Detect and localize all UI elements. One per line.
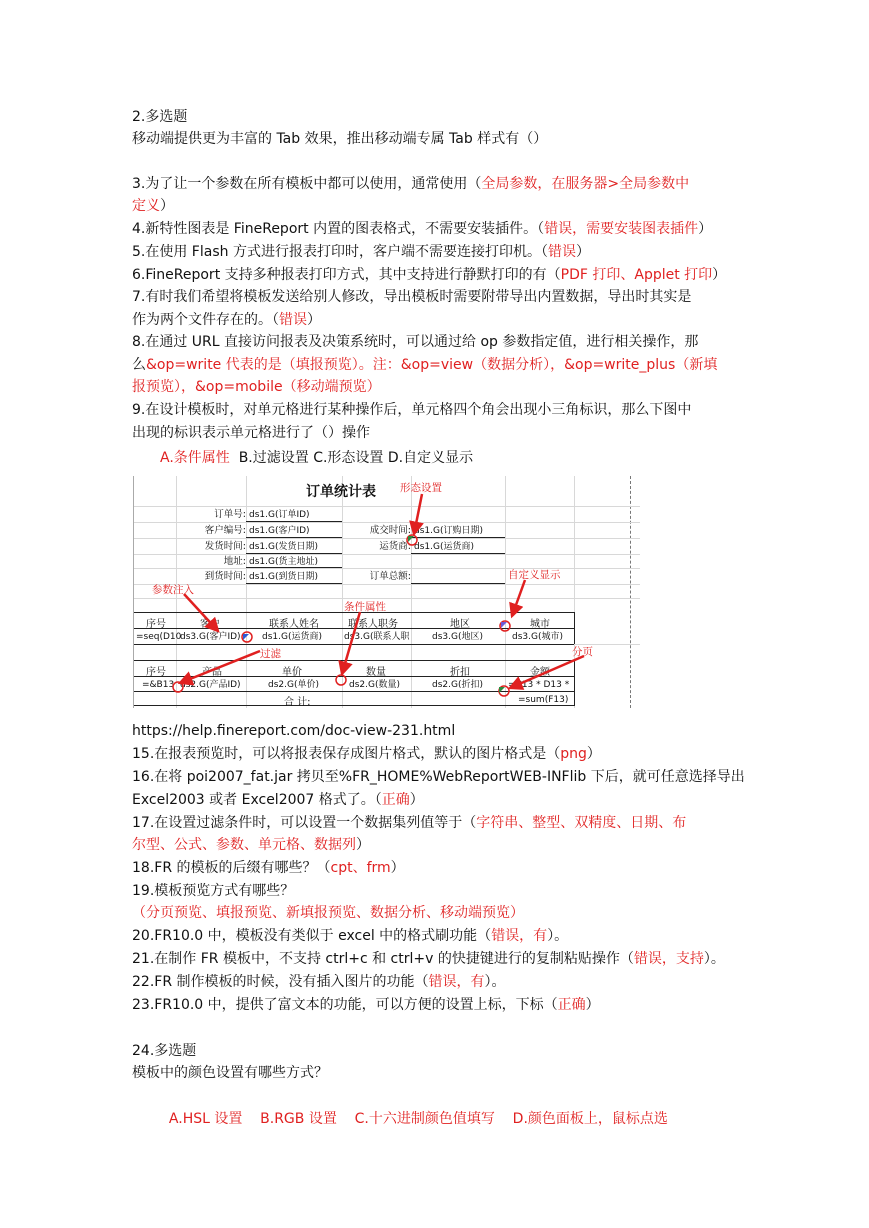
t1-header: 地区 bbox=[450, 619, 470, 630]
q23-text: 23.FR10.0 中，提供了富文本的功能，可以方便的设置上标，下标（ bbox=[132, 997, 558, 1013]
label-customer-no: 客户编号: bbox=[204, 525, 246, 536]
annotation-condition-attr: 条件属性 bbox=[344, 601, 386, 613]
q20-suffix: ）。 bbox=[547, 928, 569, 944]
q4-text: 4.新特性图表是 FineReport 内置的图表格式，不需要安装插件。（ bbox=[132, 221, 545, 237]
label-address: 地址: bbox=[223, 556, 246, 567]
annotation-param-inject: 参数注入 bbox=[152, 584, 194, 596]
reference-url: https://help.finereport.com/doc-view-231.html bbox=[132, 723, 456, 739]
label-deal-time: 成交时间: bbox=[369, 525, 411, 536]
t1-cell: ds3.G(客户ID) bbox=[180, 632, 241, 642]
q16-line2 bbox=[132, 789, 424, 811]
value-carrier: ds1.G(运货商) bbox=[414, 542, 474, 552]
q4-answer: 错误，需要安装图表插件 bbox=[544, 221, 699, 237]
q7-line2 bbox=[132, 309, 321, 331]
arrow-custom-display bbox=[512, 580, 525, 616]
q23 bbox=[132, 994, 600, 1016]
annotation-form-setting: 形态设置 bbox=[400, 482, 442, 494]
q9-options bbox=[160, 447, 473, 469]
value-address: ds1.G(货主地址) bbox=[249, 557, 318, 567]
q21-text: 21.在制作 FR 模板中，不支持 ctrl+c 和 ctrl+v 的快捷键进行的复制粘贴操作（ bbox=[132, 951, 634, 967]
q3-suffix: ） bbox=[160, 198, 174, 214]
q20 bbox=[132, 925, 568, 947]
q8-line1: 8.在通过 URL 直接访问报表及决策系统时，可以通过给 op 参数指定值，进行相关操作，那 bbox=[132, 334, 699, 350]
q8-line2 bbox=[132, 354, 717, 376]
t1-cell: =seq(D10 bbox=[136, 632, 182, 642]
q17-line2 bbox=[132, 834, 370, 856]
label-order-no: 订单号: bbox=[214, 509, 246, 520]
t2-cell: =&B13 bbox=[142, 680, 175, 690]
t2-header: 单价 bbox=[282, 667, 302, 678]
t1-cell: ds3.G(联系人职 bbox=[344, 632, 410, 642]
t1-header: 联系人姓名 bbox=[269, 619, 319, 630]
q18 bbox=[132, 857, 405, 879]
q7-answer: 错误 bbox=[279, 312, 307, 328]
t1-cell: ds1.G(运货商) bbox=[262, 632, 322, 642]
q5-suffix: ） bbox=[575, 244, 590, 260]
q17-text: 17.在设置过滤条件时，可以设置一个数据集列值等于（ bbox=[132, 815, 477, 831]
q24-options-text: A.HSL 设置 B.RGB 设置 C.十六进制颜色值填写 D.颜色面板上，鼠标点选 bbox=[168, 1111, 668, 1127]
t2-cell: ds2.G(折扣) bbox=[432, 680, 483, 690]
t2-header: 产品 bbox=[202, 667, 222, 678]
t1-cell: ds3.G(城市) bbox=[512, 632, 563, 642]
label-arrive-time: 到货时间: bbox=[204, 571, 246, 582]
q9-line2: 出现的标识表示单元格进行了（）操作 bbox=[132, 425, 370, 441]
q17-line1 bbox=[132, 812, 686, 834]
q8-answer-cont: 报预览），&op=mobile（移动端预览） bbox=[132, 379, 381, 395]
t2-header: 数量 bbox=[366, 667, 386, 678]
label-carrier: 运货商: bbox=[379, 541, 411, 552]
q23-suffix: ） bbox=[585, 997, 600, 1013]
q22 bbox=[132, 971, 506, 993]
q8-line3 bbox=[132, 376, 381, 398]
q16-suffix: ） bbox=[409, 792, 424, 808]
q8-prefix: 么 bbox=[132, 357, 146, 373]
circle-filter bbox=[173, 682, 183, 692]
q19: 19.模板预览方式有哪些？ bbox=[132, 883, 295, 899]
q16-text: Excel2003 或者 Excel2007 格式了。（ bbox=[132, 792, 382, 808]
value-customer-no: ds1.G(客户ID) bbox=[249, 526, 310, 536]
q15-suffix: ） bbox=[586, 746, 601, 762]
q15-text: 15.在报表预览时，可以将报表保存成图片格式，默认的图片格式是（ bbox=[132, 746, 561, 762]
t2-cell: =C13 * D13 * bbox=[508, 680, 570, 690]
arrow-filter bbox=[180, 651, 260, 683]
t2-cell: ds2.G(数量) bbox=[349, 680, 400, 690]
label-order-total: 订单总额: bbox=[369, 571, 411, 582]
q5-answer: 错误 bbox=[547, 244, 576, 260]
q3-prefix: 3.为了让一个参数在所有模板中都可以使用，通常使用（ bbox=[132, 176, 482, 192]
figure-title: 订单统计表 bbox=[306, 484, 376, 500]
q3-line2 bbox=[132, 195, 174, 217]
q3-answer: 全局参数，在服务器>全局参数中 bbox=[481, 176, 690, 192]
value-order-no: ds1.G(订单ID) bbox=[249, 510, 310, 520]
q22-answer: 错误，有 bbox=[428, 974, 485, 990]
q17-answer-cont: 尔型、公式、参数、单元格、数据列 bbox=[132, 837, 356, 853]
q16-line1: 16.在将 poi2007_fat.jar 拷贝至%FR_HOME%WebReportWEB-INFlib 下后，就可任意选择导出 bbox=[132, 769, 745, 785]
q15 bbox=[132, 743, 601, 765]
annotation-paging: 分页 bbox=[572, 646, 593, 658]
t1-header: 序号 bbox=[146, 619, 166, 630]
q7-suffix: ） bbox=[307, 312, 321, 328]
circle-condition bbox=[336, 675, 346, 685]
t1-header: 城市 bbox=[530, 619, 550, 630]
q17-answer: 字符串、整型、双精度、日期、布 bbox=[476, 815, 687, 831]
q6-answer: PDF 打印、Applet 打印 bbox=[560, 267, 713, 283]
annotation-custom-display: 自定义显示 bbox=[508, 569, 561, 581]
total-value: =sum(F13) bbox=[518, 695, 569, 705]
q16-answer: 正确 bbox=[381, 792, 410, 808]
q21-answer: 错误，支持 bbox=[633, 951, 704, 967]
t2-cell: ds2.G(单价) bbox=[268, 680, 319, 690]
q9-line1: 9.在设计模板时，对单元格进行某种操作后，单元格四个角会出现小三角标识，那么下图中 bbox=[132, 402, 692, 418]
label-ship-time: 发货时间: bbox=[204, 541, 246, 552]
t1-header: 客户 bbox=[200, 619, 220, 630]
arrow-param-inject bbox=[184, 594, 218, 631]
q15-answer: png bbox=[560, 746, 587, 762]
q2-title: 2.多选题 bbox=[132, 109, 188, 125]
q23-answer: 正确 bbox=[557, 997, 586, 1013]
q22-suffix: ）。 bbox=[484, 974, 506, 990]
q20-answer: 错误，有 bbox=[491, 928, 548, 944]
q18-answer: cpt、frm bbox=[330, 860, 391, 876]
t2-header: 序号 bbox=[146, 667, 166, 678]
q24-question: 模板中的颜色设置有哪些方式？ bbox=[132, 1065, 328, 1081]
value-ship-time: ds1.G(发货日期) bbox=[249, 542, 318, 552]
annotation-arrows bbox=[134, 476, 640, 708]
t1-cell: ds3.G(地区) bbox=[432, 632, 483, 642]
q20-text: 20.FR10.0 中，模板没有类似于 excel 中的格式刷功能（ bbox=[132, 928, 492, 944]
q21-suffix: ）。 bbox=[703, 951, 725, 967]
q9-options-rest: B.过滤设置 C.形态设置 D.自定义显示 bbox=[238, 450, 474, 466]
q24-options bbox=[160, 1086, 668, 1130]
q3-answer-cont: 定义 bbox=[132, 198, 160, 214]
q8-answer: &op=write 代表的是（填报预览）。注：&op=view（数据分析），&op=write_plus（新填 bbox=[146, 357, 718, 373]
q9-option-a: A.条件属性 bbox=[160, 450, 230, 466]
value-deal-time: ds1.G(订购日期) bbox=[414, 526, 483, 536]
arrow-form bbox=[414, 494, 422, 534]
q7-text: 作为两个文件存在的。（ bbox=[132, 312, 279, 328]
arrow-paging bbox=[510, 656, 584, 688]
q18-text: 18.FR 的模板的后缀有哪些？（ bbox=[132, 860, 331, 876]
q18-suffix: ） bbox=[390, 860, 405, 876]
q17-suffix: ） bbox=[356, 837, 370, 853]
q4 bbox=[132, 218, 712, 240]
t2-header: 金额 bbox=[530, 667, 550, 678]
t2-header: 折扣 bbox=[450, 667, 470, 678]
q24-title: 24.多选题 bbox=[132, 1043, 197, 1059]
q6-suffix: ） bbox=[712, 267, 727, 283]
t1-header: 联系人职务 bbox=[348, 619, 398, 630]
q6 bbox=[132, 264, 726, 286]
q7-line1: 7.有时我们希望将模板发送给别人修改，导出模板时需要附带导出内置数据，导出时其实是 bbox=[132, 289, 692, 305]
q22-text: 22.FR 制作模板的时候，没有插入图片的功能（ bbox=[132, 974, 429, 990]
annotation-filter: 过滤 bbox=[260, 648, 281, 660]
q21 bbox=[132, 948, 725, 970]
report-template-figure bbox=[133, 476, 640, 708]
q19-answer-line bbox=[132, 902, 524, 924]
total-label: 合 计: bbox=[284, 697, 311, 708]
q4-suffix: ） bbox=[698, 221, 713, 237]
t2-cell: ds2.G(产品ID) bbox=[180, 680, 241, 690]
q3-line1 bbox=[132, 173, 689, 195]
q5-text: 5.在使用 Flash 方式进行报表打印时，客户端不需要连接打印机。（ bbox=[132, 244, 548, 260]
q6-text: 6.FineReport 支持多种报表打印方式，其中支持进行静默打印的有（ bbox=[132, 267, 561, 283]
q5 bbox=[132, 241, 590, 263]
q19-answer: （分页预览、填报预览、新填报预览、数据分析、移动端预览） bbox=[132, 905, 524, 921]
arrow-condition bbox=[342, 612, 360, 674]
q2-question: 移动端提供更为丰富的 Tab 效果，推出移动端专属 Tab 样式有（） bbox=[132, 131, 548, 147]
value-arrive-time: ds1.G(到货日期) bbox=[249, 572, 318, 582]
